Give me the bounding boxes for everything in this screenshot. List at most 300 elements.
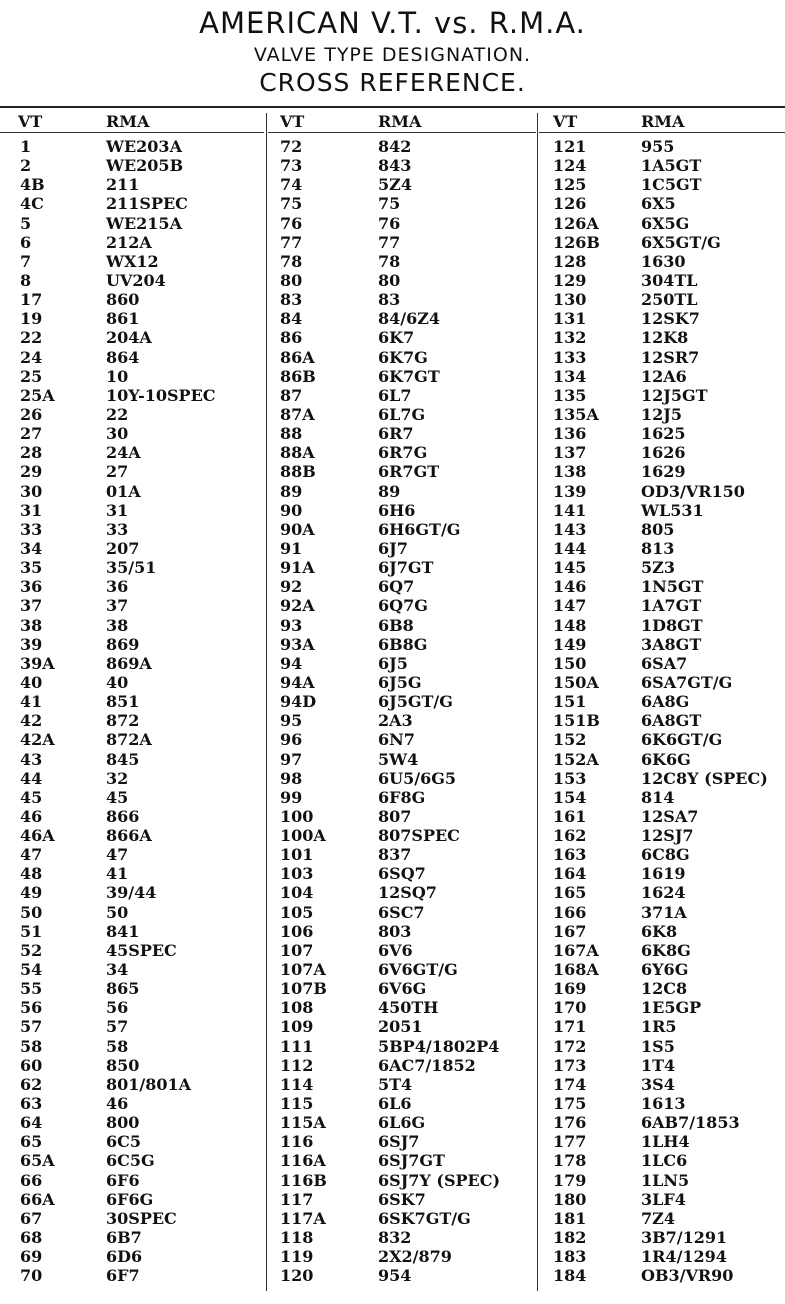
rma-type: 5T4	[378, 1074, 413, 1094]
rma-type: 1T4	[641, 1055, 676, 1075]
table-row	[539, 750, 785, 769]
table-row	[0, 1017, 264, 1036]
vt-number: 116A	[280, 1151, 326, 1171]
header-underline	[268, 132, 536, 133]
table-row	[539, 941, 785, 960]
table-row	[0, 826, 264, 845]
vt-number: 29	[20, 462, 43, 482]
table-row	[268, 482, 536, 501]
vt-number: 141	[553, 500, 587, 520]
rma-type: 872	[106, 711, 140, 731]
vt-number: 115A	[280, 1113, 326, 1133]
rma-type: 12A6	[641, 366, 687, 386]
table-row	[0, 1132, 264, 1151]
table-row	[539, 1132, 785, 1151]
page-title: AMERICAN V.T. vs. R.M.A.	[199, 6, 586, 40]
vt-number: 136	[553, 424, 587, 444]
rma-type: WX12	[106, 251, 159, 271]
vt-number: 107A	[280, 960, 326, 980]
rma-type: 30SPEC	[106, 1208, 177, 1228]
vt-number: 164	[553, 864, 587, 884]
table-row	[0, 367, 264, 386]
vt-number: 38	[20, 615, 43, 635]
vt-number: 145	[553, 558, 587, 578]
table-row	[268, 1056, 536, 1075]
rma-type: 56	[106, 998, 129, 1018]
vt-number: 121	[553, 137, 587, 156]
rma-type: 1LH4	[641, 1132, 690, 1152]
table-row	[0, 1151, 264, 1170]
vt-number: 135	[553, 385, 587, 405]
rma-type: 6J5GT/G	[378, 692, 453, 712]
rma-type: 78	[378, 251, 401, 271]
rma-type: 1R5	[641, 1017, 677, 1037]
table-row	[539, 443, 785, 462]
table-row	[268, 1171, 536, 1190]
table-rows	[268, 137, 536, 1285]
table-row	[539, 386, 785, 405]
rma-type: 6SA7GT/G	[641, 672, 733, 692]
table-column-3	[539, 110, 785, 1285]
vt-number: 112	[280, 1055, 314, 1075]
table-row	[268, 405, 536, 424]
rma-type: 800	[106, 1113, 140, 1133]
vt-number: 22	[20, 328, 43, 348]
rma-type: 1619	[641, 864, 686, 884]
rma-type: 6SA7	[641, 653, 688, 673]
rma-type: 805	[641, 519, 675, 539]
rma-type: 40	[106, 672, 129, 692]
rma-type: 954	[378, 1266, 412, 1286]
rma-type: 6SJ7Y (SPEC)	[378, 1170, 501, 1190]
rma-type: 6X5	[641, 194, 676, 214]
table-row	[0, 1190, 264, 1209]
table-row	[0, 1075, 264, 1094]
vt-number: 66	[20, 1170, 43, 1190]
vt-number: 96	[280, 730, 303, 750]
vt-number: 153	[553, 768, 587, 788]
rma-type: 41	[106, 864, 129, 884]
vt-number: 42	[20, 711, 43, 731]
table-row	[0, 501, 264, 520]
rma-type: 212A	[106, 232, 152, 252]
rma-type: 6J7	[378, 538, 408, 558]
vt-number: 52	[20, 940, 43, 960]
table-row	[268, 558, 536, 577]
table-row	[0, 328, 264, 347]
vt-number: 167	[553, 921, 587, 941]
table-row	[0, 903, 264, 922]
table-row	[268, 1209, 536, 1228]
vt-number: 30	[20, 481, 43, 501]
rma-type: 2X2/879	[378, 1247, 452, 1267]
rma-type: 12SR7	[641, 347, 700, 367]
rma-type: 36	[106, 577, 129, 597]
table-row	[268, 1266, 536, 1285]
vt-number: 48	[20, 864, 43, 884]
vt-number: 103	[280, 864, 314, 884]
vt-number: 126A	[553, 213, 599, 233]
rma-type: 6L6G	[378, 1113, 426, 1133]
table-row	[539, 194, 785, 213]
column-divider	[537, 113, 538, 1291]
vt-number: 150	[553, 653, 587, 673]
vt-number: 25	[20, 366, 43, 386]
rma-type: 6F8G	[378, 787, 426, 807]
vt-number: 78	[280, 251, 303, 271]
table-row	[268, 309, 536, 328]
rma-type: 6J5	[378, 653, 408, 673]
rma-type: 75	[378, 194, 401, 214]
vt-number: 154	[553, 787, 587, 807]
rma-type: 1LC6	[641, 1151, 688, 1171]
rma-type: 211	[106, 175, 140, 195]
table-row	[268, 807, 536, 826]
rma-type: 6B8	[378, 615, 414, 635]
table-row	[268, 271, 536, 290]
rma-type: 27	[106, 462, 129, 482]
header-underline	[539, 132, 785, 133]
vt-number: 118	[280, 1228, 314, 1248]
rma-type: 807	[378, 806, 412, 826]
rma-type: 6F6G	[106, 1189, 154, 1209]
vt-number: 115	[280, 1094, 314, 1114]
table-row	[0, 596, 264, 615]
table-row	[539, 367, 785, 386]
rma-type: 12SJ7	[641, 826, 694, 846]
vt-number: 149	[553, 634, 587, 654]
vt-number: 168A	[553, 960, 599, 980]
vt-number: 54	[20, 960, 43, 980]
rma-type: 80	[378, 270, 401, 290]
rma-type: 33	[106, 519, 129, 539]
rma-type: 37	[106, 596, 129, 616]
vt-number: 116B	[280, 1170, 327, 1190]
table-row	[0, 539, 264, 558]
rma-type: 851	[106, 692, 140, 712]
rma-type: UV204	[106, 270, 166, 290]
table-row	[539, 903, 785, 922]
vt-number: 152	[553, 730, 587, 750]
vt-number: 91	[280, 538, 303, 558]
vt-number: 138	[553, 462, 587, 482]
rma-type: 850	[106, 1055, 140, 1075]
table-row	[0, 424, 264, 443]
vt-number: 63	[20, 1094, 43, 1114]
rma-type: 6L7	[378, 385, 412, 405]
table-row	[268, 290, 536, 309]
table-row	[539, 233, 785, 252]
vt-number: 100	[280, 806, 314, 826]
table-row	[539, 558, 785, 577]
table-row	[539, 137, 785, 156]
rma-type: 6K7GT	[378, 366, 440, 386]
vt-number: 69	[20, 1247, 43, 1267]
table-row	[539, 214, 785, 233]
vt-number: 166	[553, 902, 587, 922]
table-row	[0, 922, 264, 941]
vt-number: 162	[553, 826, 587, 846]
rma-type: 46	[106, 1094, 129, 1114]
vt-number: 174	[553, 1074, 587, 1094]
table-row	[0, 462, 264, 481]
vt-number: 182	[553, 1228, 587, 1248]
vt-number: 177	[553, 1132, 587, 1152]
vt-number: 161	[553, 806, 587, 826]
rma-type: 845	[106, 749, 140, 769]
rma-type: 12C8	[641, 979, 688, 999]
vt-number: 41	[20, 692, 43, 712]
vt-number: 100A	[280, 826, 326, 846]
rma-type: 6R7	[378, 424, 414, 444]
table-row	[539, 1037, 785, 1056]
column-divider	[266, 113, 267, 1291]
table-row	[268, 194, 536, 213]
rma-type: 10	[106, 366, 129, 386]
vt-header: VT	[280, 112, 305, 131]
table-row	[0, 1209, 264, 1228]
table-row	[539, 807, 785, 826]
rma-type: 6SK7	[378, 1189, 426, 1209]
vt-number: 89	[280, 481, 303, 501]
vt-number: 143	[553, 519, 587, 539]
rma-type: 2A3	[378, 711, 413, 731]
rma-type: WL531	[641, 500, 704, 520]
rma-type: 10Y-10SPEC	[106, 385, 216, 405]
vt-number: 46	[20, 806, 43, 826]
table-row	[268, 1075, 536, 1094]
rma-type: 814	[641, 787, 675, 807]
vt-number: 92	[280, 577, 303, 597]
rma-type: WE203A	[106, 137, 182, 156]
table-row	[539, 635, 785, 654]
vt-number: 97	[280, 749, 303, 769]
rma-type: OD3/VR150	[641, 481, 745, 501]
table-row	[268, 1247, 536, 1266]
vt-number: 88	[280, 424, 303, 444]
table-row	[0, 692, 264, 711]
vt-number: 90	[280, 500, 303, 520]
rma-type: 6U5/6G5	[378, 768, 456, 788]
table-row	[539, 482, 785, 501]
rma-type: 866	[106, 806, 140, 826]
vt-number: 137	[553, 443, 587, 463]
vt-number: 99	[280, 787, 303, 807]
vt-number: 183	[553, 1247, 587, 1267]
vt-number: 148	[553, 615, 587, 635]
rma-type: 6F6	[106, 1170, 140, 1190]
table-row	[0, 577, 264, 596]
table-row	[539, 922, 785, 941]
table-row	[539, 692, 785, 711]
table-row	[268, 1228, 536, 1247]
vt-number: 107B	[280, 979, 327, 999]
rma-type: 50	[106, 902, 129, 922]
table-row	[539, 252, 785, 271]
rma-type: 3LF4	[641, 1189, 686, 1209]
table-row	[539, 1113, 785, 1132]
header-underline	[0, 132, 264, 133]
table-row	[268, 730, 536, 749]
vt-number: 133	[553, 347, 587, 367]
vt-number: 107	[280, 940, 314, 960]
table-row	[539, 730, 785, 749]
table-row	[539, 979, 785, 998]
vt-number: 109	[280, 1017, 314, 1037]
rma-type: 6Q7	[378, 577, 415, 597]
table-row	[0, 1037, 264, 1056]
table-row	[539, 1094, 785, 1113]
vt-number: 146	[553, 577, 587, 597]
vt-number: 117	[280, 1189, 314, 1209]
table-row	[268, 1037, 536, 1056]
rma-type: 22	[106, 404, 129, 424]
rma-type: 1624	[641, 883, 686, 903]
rma-type: WE215A	[106, 213, 182, 233]
vt-number: 98	[280, 768, 303, 788]
vt-number: 181	[553, 1208, 587, 1228]
table-row	[539, 673, 785, 692]
vt-number: 40	[20, 672, 43, 692]
table-row	[0, 711, 264, 730]
table-row	[0, 290, 264, 309]
rma-type: OB3/VR90	[641, 1266, 734, 1286]
rma-type: 1N5GT	[641, 577, 704, 597]
vt-number: 33	[20, 519, 43, 539]
rma-type: 76	[378, 213, 401, 233]
vt-number: 120	[280, 1266, 314, 1286]
table-row	[539, 883, 785, 902]
vt-number: 172	[553, 1036, 587, 1056]
vt-number: 132	[553, 328, 587, 348]
table-row	[268, 864, 536, 883]
rma-type: 843	[378, 156, 412, 176]
table-row	[268, 577, 536, 596]
vt-number: 108	[280, 998, 314, 1018]
vt-number: 65	[20, 1132, 43, 1152]
rma-type: 12SK7	[641, 309, 700, 329]
rma-type: 45SPEC	[106, 940, 177, 960]
rma-type: 841	[106, 921, 140, 941]
vt-header: VT	[18, 112, 43, 131]
rma-type: 837	[378, 845, 412, 865]
rma-type: 865	[106, 979, 140, 999]
table-row	[0, 941, 264, 960]
table-row	[0, 616, 264, 635]
vt-number: 34	[20, 538, 43, 558]
table-row	[268, 616, 536, 635]
table-row	[268, 156, 536, 175]
rma-type: 1A5GT	[641, 156, 702, 176]
rma-type: 1E5GP	[641, 998, 702, 1018]
vt-number: 170	[553, 998, 587, 1018]
rma-type: 34	[106, 960, 129, 980]
vt-number: 4C	[20, 194, 44, 214]
table-row	[539, 539, 785, 558]
vt-number: 117A	[280, 1208, 326, 1228]
table-row	[539, 1017, 785, 1036]
table-row	[0, 1247, 264, 1266]
vt-number: 101	[280, 845, 314, 865]
table-row	[0, 673, 264, 692]
vt-number: 73	[280, 156, 303, 176]
rma-type: 6J7GT	[378, 558, 434, 578]
table-row	[0, 750, 264, 769]
table-row	[268, 328, 536, 347]
vt-number: 163	[553, 845, 587, 865]
table-row	[0, 558, 264, 577]
vt-number: 94D	[280, 692, 317, 712]
rma-type: 6C5G	[106, 1151, 155, 1171]
table-row	[268, 979, 536, 998]
table-row	[539, 271, 785, 290]
rma-type: 6B7	[106, 1228, 142, 1248]
vt-number: 5	[20, 213, 32, 233]
rma-type: 6K8	[641, 921, 678, 941]
rma-type: 57	[106, 1017, 129, 1037]
table-row	[268, 941, 536, 960]
vt-number: 36	[20, 577, 43, 597]
vt-number: 55	[20, 979, 43, 999]
rma-type: 5Z4	[378, 175, 412, 195]
vt-number: 114	[280, 1074, 314, 1094]
table-row	[0, 1266, 264, 1285]
table-row	[539, 1171, 785, 1190]
vt-number: 86	[280, 328, 303, 348]
vt-number: 44	[20, 768, 43, 788]
vt-number: 70	[20, 1266, 43, 1286]
rma-type: 35/51	[106, 558, 157, 578]
rma-type: 250TL	[641, 290, 698, 310]
vt-number: 105	[280, 902, 314, 922]
rma-type: 7Z4	[641, 1208, 675, 1228]
rma-type: 47	[106, 845, 129, 865]
vt-number: 76	[280, 213, 303, 233]
table-row	[0, 137, 264, 156]
rma-type: 6H6	[378, 500, 416, 520]
rma-type: 869	[106, 634, 140, 654]
rma-type: 89	[378, 481, 401, 501]
table-row	[539, 175, 785, 194]
vt-number: 94A	[280, 672, 315, 692]
rma-type: 6AB7/1853	[641, 1113, 740, 1133]
table-row	[268, 1017, 536, 1036]
table-row	[539, 1209, 785, 1228]
table-row	[539, 1190, 785, 1209]
rma-type: 832	[378, 1228, 412, 1248]
rma-type: 6SJ7	[378, 1132, 420, 1152]
rma-type: 2051	[378, 1017, 423, 1037]
vt-number: 27	[20, 424, 43, 444]
table-row	[539, 1151, 785, 1170]
table-row	[0, 769, 264, 788]
header-rule	[0, 106, 785, 108]
table-row	[268, 826, 536, 845]
table-row	[539, 290, 785, 309]
table-row	[0, 845, 264, 864]
table-row	[268, 443, 536, 462]
rma-type: 803	[378, 921, 412, 941]
rma-type: 204A	[106, 328, 152, 348]
table-row	[268, 998, 536, 1017]
table-row	[268, 711, 536, 730]
rma-type: 6C8G	[641, 845, 690, 865]
vt-number: 46A	[20, 826, 55, 846]
rma-type: 5W4	[378, 749, 419, 769]
vt-number: 88B	[280, 462, 316, 482]
vt-number: 88A	[280, 443, 315, 463]
table-row	[0, 482, 264, 501]
